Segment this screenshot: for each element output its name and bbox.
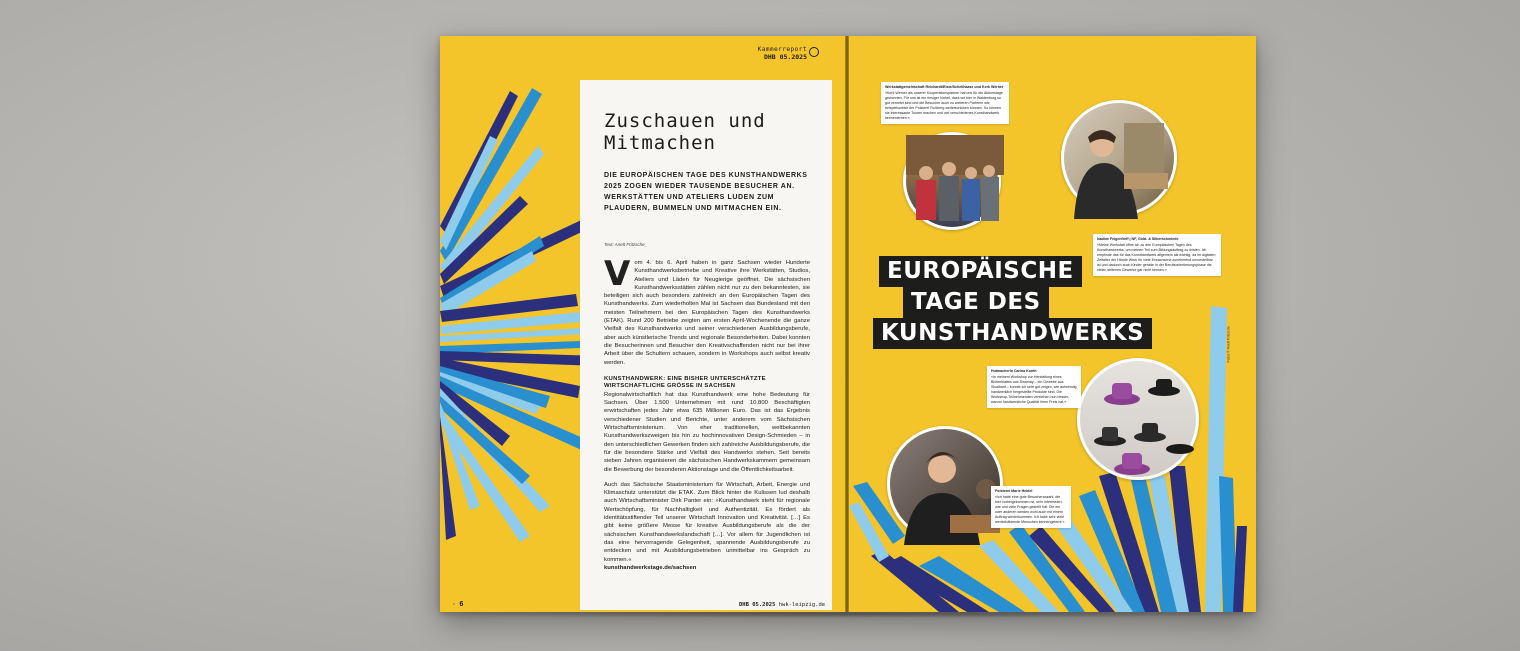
upholsterer-illustration bbox=[890, 429, 1006, 545]
title-line-1: EUROPÄISCHE bbox=[879, 256, 1082, 287]
goldsmith-illustration bbox=[1064, 103, 1180, 219]
author-credit: Text: Anett Fritzsche_ bbox=[604, 242, 648, 247]
right-footer bbox=[739, 602, 825, 608]
title-line-2: TAGE DES bbox=[903, 287, 1049, 318]
article-column bbox=[580, 80, 832, 610]
magazine-spread bbox=[440, 36, 1256, 612]
caption-text: »Meine Werkstatt öffne ich zu den Europäischen Tagen des Kunsthandwerks, um meinen Teil zum Bildungsauftrag zu leisten. Ich empfinde das für das Kunsthandwerk allgemein als wichtig, da im digitalen Zeitalter der Hände Werk für viele Erwachsene zunehmend unvorstellbar ist und dadurch auch Kinder gerade in der Berufsorientierungsphase die vielen seltenen Gewerke gar nicht kennen.« bbox=[1097, 243, 1216, 272]
paragraph-3-text: Auch das Sächsische Staatsministerium für Wirtschaft, Arbeit, Energie und Klimaschutz unterstützt die ETAK. Zum Blick hinter die Kulissen lud deshalb auch Wirtschaftsminister Dirk Panter ein: »Kunsthandwerk steht für regionale Wertschöpfung, für Nachhaltigkeit und Authentizität. Es fördert als identitätsstiftender Teil unserer Wirtschaft Innovation und Kreativität. […] Es gibt keine größere Messe für kreative Ausbildungsberufe als die der sächsischen Kunsthandwerkslandschaft […]. Vor allem für Jugendlichen ist das eine hervorragende Gelegenheit, spannende Ausbildungsberufe zu entdecken und mit Ausbildungsbetrieben unmittelbar ins Gespräch zu kommen.« bbox=[604, 481, 810, 563]
caption-werkstattgemeinschaft bbox=[881, 82, 1009, 124]
caption-text: »In meinem Workshop zur Herstellung eines Blütenblattes aus Sinamay – ein Gewebe aus Sisalhanf – konnte ich sehr gut zeigen, wie aufwendig handwerklich hergestellte Produkte sind. Die Workshop-Teilnehmenden verstehen nun besser, warum handwerkliche Qualität ihren Preis hat.« bbox=[991, 375, 1077, 404]
website-link[interactable]: kunsthandwerkstage.de/sachsen bbox=[604, 564, 697, 571]
hats-illustration bbox=[1080, 361, 1202, 483]
title-line-3: KUNSTHANDWERKS bbox=[873, 318, 1152, 349]
group-people-illustration bbox=[906, 135, 1004, 233]
body-paragraph-3 bbox=[604, 481, 810, 572]
page-number: 6 bbox=[459, 600, 464, 608]
photo-credit: Fotos © Anett Fritzsche bbox=[1226, 326, 1230, 363]
page-title bbox=[604, 110, 810, 154]
photo-workshop-group bbox=[903, 132, 1001, 230]
photo-goldsmith bbox=[1061, 100, 1177, 216]
left-footer bbox=[452, 600, 463, 608]
drop-cap: V bbox=[604, 254, 631, 294]
caption-text: »Kerk Werner als unserer Kooperationspartner hat uns für die Aktionstage gewonnen. Für uns ist ein riesiger Vorteil, dass wir hier in Waldenburg so gut vernetzt sind und die Besucher auch zu weiteren Partnern wie beispielsweise der Polsterei Rußberg weiterschicken können. So können sie interessante Touren machen und viel verschiedenes Kunsthandwerk kennenlernen.« bbox=[885, 91, 1003, 120]
lead-paragraph: DIE EUROPÄISCHEN TAGE DES KUNSTHANDWERKS 2025 ZOGEN WIEDER TAUSENDE BESUCHER AN. WERKSTÄTTEN UND ATELIERS LUDEN ZUM PLAUDERN, BUMMELN UND MITMACHEN EIN. bbox=[604, 172, 808, 212]
europaeische-tage-title bbox=[879, 256, 1152, 349]
body-paragraph-2: Regionalwirtschaftlich hat das Kunsthandwerk eine hohe Bedeutung für Sachsen. Über 1.500 Unternehmen mit rund 10.800 Beschäftigten erwirtschaften jedes Jahr etwa 635 Millionen Euro. Das ist das Ergebnis verschiedener Studien und Berichte, unter anderem vom Sächsischen Wirtschaftsministerium. Von eher traditionellen, weltbekannten Kunsthandwerkszweigen bis hin zu hochinnovativen Design-Schmieden – in den unterschiedlichen Gewerken finden sich zahlreiche Ausbildungsberufe, die für die besondere Stärke und Vielfalt des Handwerks stehen. Seit bereits sieben Jahren organisieren die sächsischen Handwerkskammern gemeinsam die Bewerbung der besonderen Aktionstage und die Öffentlichkeitsarbeit. bbox=[604, 391, 810, 473]
kammerreport-header bbox=[758, 46, 807, 61]
caption-title: Nadine Feigenfreff | NF, Gold- & Silberschmiede bbox=[1097, 237, 1179, 241]
footer-website[interactable]: hwk-leipzig.de bbox=[778, 602, 826, 608]
title-line-1: Zuschauen und bbox=[604, 110, 766, 132]
caption-hutmacherin bbox=[987, 366, 1081, 408]
left-page bbox=[440, 36, 845, 612]
issue-label: DHB 05.2025 bbox=[763, 53, 807, 61]
caption-title: Polsterei Marie Heidel bbox=[995, 489, 1033, 493]
ray bbox=[1233, 526, 1247, 612]
title-line-2: Mitmachen bbox=[604, 132, 716, 154]
caption-text: »Ich hatte eine gute Besucheranzahl, die hier vorbeigekommen ist, sehr interessiert war und viele Fragen gestellt hat. Die ein oder anderen werden wohl auch mit einem Auftrag wiederkommen. Ich habe sehr viele wertschätzende Menschen kennengelernt.« bbox=[995, 495, 1065, 524]
section-subhead: KUNSTHANDWERK: EINE BISHER UNTERSCHÄTZTE WIRTSCHAFTLICHE GRÖSSE IN SACHSEN bbox=[604, 375, 766, 390]
footer-bullet: ◦ bbox=[452, 601, 456, 608]
photo-hats bbox=[1077, 358, 1199, 480]
hwk-logo-icon bbox=[809, 47, 819, 57]
caption-title: Hutmacherin Carina Kunth bbox=[991, 369, 1037, 373]
caption-polsterei bbox=[991, 486, 1071, 528]
paragraph-1-text: om 4. bis 6. April haben in ganz Sachsen wieder Hunderte Kunsthandwerksbetriebe und Kreative ihre Werkstätten, Studios, Ateliers und Läden für Neugierige geöffnet. Die sächsischen Kunsthandwerksstätten zählen nicht nur zu den bekanntesten, sie beteiligen sich auch besonders zahlreich an den Europäischen Tagen des Kunsthandwerks. Zum wiederholten Mal ist Sachsen das Bundesland mit den meisten Teilnehmern bei den Europäischen Tagen des Kunsthandwerks (ETAK). Rund 200 Betriebe zeigten am ersten April-Wochenende die ganze Vielfalt des Kunsthandwerks und seiner verschiedenen Ausbildungsberufe, aber auch künstlerische Trends und regionale Besonderheiten. Dabei konnten die Besucherinnen und Besucher den Kreativschaffenden nicht nur bei ihrer Arbeit über die Schultern schauen, sondern in Workshops auch selbst kreativ werden. bbox=[604, 260, 810, 366]
footer-issue: DHB 05.2025 bbox=[739, 602, 776, 608]
photo-upholsterer bbox=[887, 426, 1003, 542]
body-paragraph-1 bbox=[604, 254, 810, 367]
caption-title: Werkstattgemeinschaft Reichardt/Elste/Schellhaase und Kerk Werner bbox=[885, 85, 1004, 89]
kammerreport-label: Kammerreport bbox=[757, 46, 807, 53]
